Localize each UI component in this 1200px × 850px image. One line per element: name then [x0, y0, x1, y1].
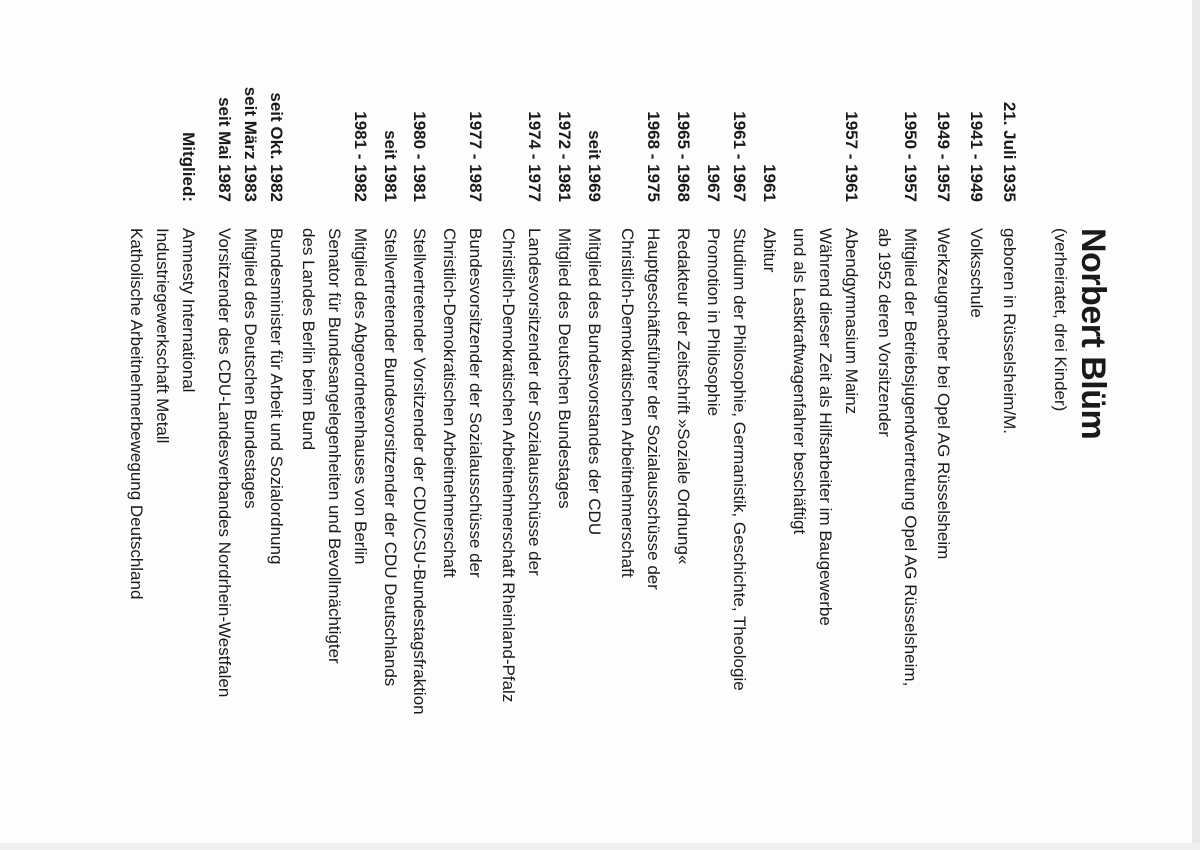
entry-description — [263, 228, 289, 850]
entry-line: Mitglied der Betriebsjugendvertretung Opel AG Rüsselsheim, — [901, 228, 920, 687]
entry-date: 1965 - 1968 — [674, 111, 693, 202]
entry-description — [377, 228, 403, 850]
entry-line: Katholische Arbeitnehmerbewegung Deutschland — [127, 228, 146, 600]
entry-description — [726, 228, 752, 850]
entry-date: 21. Juli 1935 — [1000, 101, 1019, 202]
biography-entry — [551, 0, 577, 850]
entry-line: Mitglied des Abgeordnetenhauses von Berlin — [351, 228, 370, 565]
biography-entry — [963, 0, 989, 850]
entry-description — [551, 228, 577, 850]
entry-line: Redakteur der Zeitschrift »Soziale Ordnung« — [674, 228, 693, 565]
entry-date: Mitglied: — [179, 132, 198, 202]
entry-date: 1974 - 1977 — [525, 111, 544, 202]
entry-line: Christlich-Demokratischen Arbeitnehmerschaft — [618, 228, 637, 578]
entry-description — [123, 228, 201, 850]
entry-line: Mitglied des Bundesvorstandes der CDU — [585, 228, 604, 536]
entry-line: Amnesty International — [179, 228, 198, 393]
biography-entry — [123, 0, 201, 850]
entry-date: 1949 - 1957 — [934, 111, 953, 202]
entry-date: seit 1981 — [381, 130, 400, 202]
entry-description — [581, 228, 607, 850]
entry-line: Christlich-Demokratischen Arbeitnehmerschaft — [440, 228, 459, 578]
entry-date: 1950 - 1957 — [901, 111, 920, 202]
biography-entry — [436, 0, 488, 850]
entry-description — [406, 228, 432, 850]
entry-description — [930, 228, 956, 850]
entry-line: und als Lastkraftwagenfahrer beschäftigt — [790, 228, 809, 535]
entry-line: Vorsitzender des CDU-Landesverbandes Nordrhein-Westfalen — [215, 228, 234, 698]
biography-entry — [614, 0, 666, 850]
page-title: Norbert Blüm — [1074, 228, 1112, 440]
biography-entry — [581, 0, 607, 850]
entry-line: Stellvertretender Vorsitzender der CDU/CSU-Bundestagsfraktion — [410, 228, 429, 715]
entry-date: 1972 - 1981 — [555, 111, 574, 202]
entry-description — [700, 228, 726, 850]
entry-date: seit März 1983 — [241, 86, 260, 202]
biography-entry — [726, 0, 752, 850]
biography-entry — [871, 0, 923, 850]
entry-description — [295, 228, 373, 850]
entry-date: 1968 - 1975 — [644, 111, 663, 202]
biography-entry — [211, 0, 237, 850]
biography-entry — [263, 0, 289, 850]
entry-description — [614, 228, 666, 850]
biography-entry — [406, 0, 432, 850]
biography-entry — [377, 0, 403, 850]
page-subtitle: (verheiratet, drei Kinder) — [1051, 228, 1070, 412]
entry-line: Promotion in Philosophie — [704, 228, 723, 417]
entry-description — [436, 228, 488, 850]
entry-date: 1981 - 1982 — [351, 111, 370, 202]
biography-entry — [930, 0, 956, 850]
entry-date: seit Mai 1987 — [215, 97, 234, 202]
entry-description — [495, 228, 547, 850]
entry-description — [871, 228, 923, 850]
biography-entry — [495, 0, 547, 850]
entry-line: Christlich-Demokratischen Arbeitnehmerschaft Rheinland-Pfalz — [499, 228, 518, 703]
entry-description — [237, 228, 263, 850]
entry-description — [756, 228, 782, 850]
entry-description — [963, 228, 989, 850]
entry-line: Volksschule — [967, 228, 986, 318]
entry-line: Mitglied des Deutschen Bundestages — [555, 228, 574, 509]
entry-line: Landesvorsitzender der Sozialausschüsse der — [525, 228, 544, 576]
entry-description — [996, 228, 1022, 850]
entry-line: Studium der Philosophie, Germanistik, Geschichte, Theologie — [730, 228, 749, 691]
biography-entry — [756, 0, 782, 850]
entry-line: des Landes Berlin beim Bund — [299, 228, 318, 451]
entry-line: Senator für Bundesangelegenheiten und Bevollmächtigter — [325, 228, 344, 664]
entry-date: 1941 - 1949 — [967, 111, 986, 202]
entry-date: 1961 — [760, 164, 779, 202]
entry-date: seit 1969 — [585, 130, 604, 202]
biography-entry — [670, 0, 696, 850]
entry-date: 1980 - 1981 — [410, 111, 429, 202]
biography-entry — [996, 0, 1022, 850]
entry-line: Stellvertretender Bundesvorsitzender der CDU Deutschlands — [381, 228, 400, 687]
entry-line: Abitur — [760, 228, 779, 273]
entry-description — [670, 228, 696, 850]
entry-description — [786, 228, 864, 850]
biography-entry — [237, 0, 263, 850]
entry-date: 1957 - 1961 — [842, 111, 861, 202]
entry-line: Werkzeugmacher bei Opel AG Rüsselsheim — [934, 228, 953, 560]
entry-line: Industriegewerkschaft Metall — [153, 228, 172, 444]
entry-line: Während dieser Zeit als Hilfsarbeiter im Baugewerbe — [816, 228, 835, 626]
biography-entry — [700, 0, 726, 850]
entry-line: Bundesvorsitzender der Sozialausschüsse der — [466, 228, 485, 578]
entry-date: 1961 - 1967 — [730, 111, 749, 202]
entry-line: Hauptgeschäftsführer der Sozialausschüsse der — [644, 228, 663, 590]
biography-list — [123, 0, 1022, 850]
entry-line: geboren in Rüsselsheim/M. — [1000, 228, 1019, 434]
entry-line: Bundesminister für Arbeit und Sozialordnung — [267, 228, 286, 565]
entry-line: ab 1952 deren Vorsitzender — [875, 228, 894, 437]
entry-line: Abendgymnasium Mainz — [842, 228, 861, 415]
entry-date: 1977 - 1987 — [466, 111, 485, 202]
biography-entry — [786, 0, 864, 850]
entry-line: Mitglied des Deutschen Bundestages — [241, 228, 260, 509]
entry-date: 1967 — [704, 164, 723, 202]
biography-entry — [295, 0, 373, 850]
entry-date: seit Okt. 1982 — [267, 92, 286, 202]
entry-description — [211, 228, 237, 850]
